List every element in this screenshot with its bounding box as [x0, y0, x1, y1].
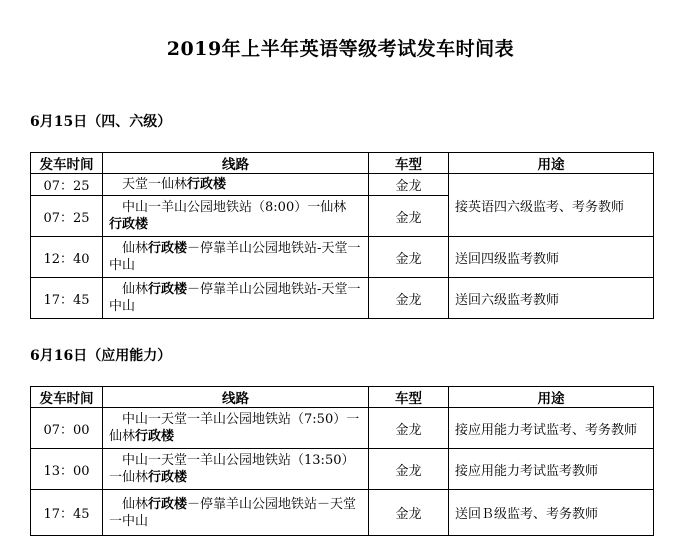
header-route: 线路 [103, 387, 369, 408]
route-part: －停靠羊山公园地铁站-天堂一中山 [109, 282, 361, 314]
header-use: 用途 [449, 387, 654, 408]
route-part: 仙林 [122, 241, 149, 256]
route-part: 中山一羊山公园地铁站（8:00）一仙林 [122, 200, 347, 215]
route-part: 中山一天堂一羊山公园地铁站（7:50）一仙林 [109, 412, 360, 444]
header-bus: 车型 [369, 387, 449, 408]
route [103, 490, 369, 536]
route-stop-admin-building: 行政楼 [109, 217, 149, 232]
table-row [31, 174, 654, 196]
route-part: －停靠羊山公园地铁站-天堂一中山 [109, 241, 361, 273]
route-part: 仙林 [122, 282, 149, 297]
purpose: 送回六级监考教师 [449, 278, 654, 319]
table-header-row [31, 153, 654, 174]
section-heading-june-16: 6月16日（应用能力） [30, 348, 172, 364]
table-row [31, 278, 654, 319]
table-row [31, 490, 654, 536]
route-stop-admin-building: 行政楼 [148, 470, 188, 485]
route-stop-admin-building: 行政楼 [148, 496, 188, 512]
schedule-table-june-16 [30, 386, 654, 536]
departure-time: 07：25 [31, 174, 103, 196]
route-part: 天堂一仙林 [122, 177, 188, 192]
bus-type: 金龙 [369, 174, 449, 196]
page-title: 2019年上半年英语等级考试发车时间表 [166, 38, 515, 60]
purpose: 送回Ｂ级监考、考务教师 [449, 490, 654, 536]
header-time: 发车时间 [31, 387, 103, 408]
departure-time: 07：00 [31, 408, 103, 449]
purpose: 送回四级监考教师 [449, 237, 654, 278]
bus-type: 金龙 [369, 490, 449, 536]
route-part: 中山一天堂一羊山公园地铁站（13:50）一仙林 [109, 453, 355, 485]
purpose: 接应用能力考试监考教师 [449, 449, 654, 490]
bus-type: 金龙 [369, 237, 449, 278]
table-header-row [31, 387, 654, 408]
departure-time: 12：40 [31, 237, 103, 278]
schedule-table-june-15 [30, 152, 654, 319]
bus-type: 金龙 [369, 278, 449, 319]
departure-time: 07：25 [31, 196, 103, 237]
route-part: 仙林 [122, 496, 149, 512]
table-row [31, 408, 654, 449]
route-part: －停靠羊山公园地铁站－天堂一中山 [109, 496, 357, 529]
route [103, 278, 369, 319]
bus-type: 金龙 [369, 449, 449, 490]
purpose: 接英语四六级监考、考务教师 [449, 174, 654, 237]
route-stop-admin-building: 行政楼 [148, 241, 188, 256]
route [103, 449, 369, 490]
table-row [31, 237, 654, 278]
route [103, 174, 369, 196]
route [103, 408, 369, 449]
section-heading-june-15: 6月15日（四、六级） [30, 114, 172, 130]
header-time: 发车时间 [31, 153, 103, 174]
header-bus: 车型 [369, 153, 449, 174]
table-row [31, 449, 654, 490]
route-stop-admin-building: 行政楼 [135, 429, 175, 444]
departure-time: 17：45 [31, 278, 103, 319]
bus-type: 金龙 [369, 408, 449, 449]
route-stop-admin-building: 行政楼 [187, 177, 227, 192]
departure-time: 13：00 [31, 449, 103, 490]
purpose: 接应用能力考试监考、考务教师 [449, 408, 654, 449]
header-route: 线路 [103, 153, 369, 174]
departure-time: 17：45 [31, 490, 103, 536]
route [103, 237, 369, 278]
route [103, 196, 369, 237]
route-stop-admin-building: 行政楼 [148, 282, 188, 297]
bus-type: 金龙 [369, 196, 449, 237]
header-use: 用途 [449, 153, 654, 174]
